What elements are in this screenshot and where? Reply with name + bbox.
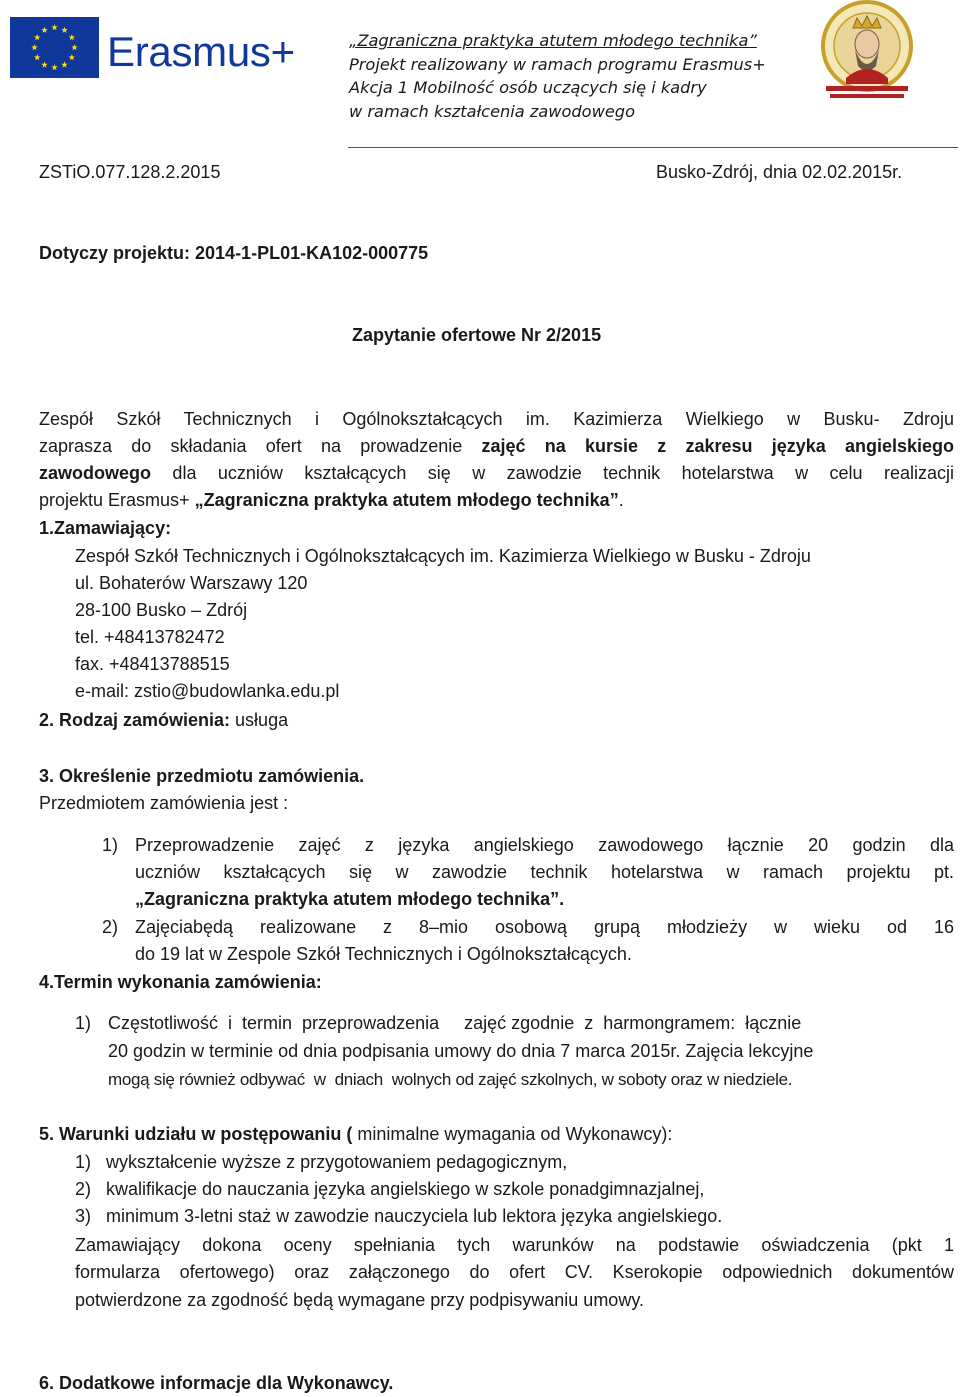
contractor-phone: tel. +48413782472	[75, 627, 225, 647]
contractor-name: Zespół Szkół Technicznych i Ogólnokształcących im. Kazimierza Wielkiego w Busku - Zdroju	[75, 546, 811, 566]
section-1-heading: 1.Zamawiający:	[39, 518, 172, 538]
star-icon	[61, 27, 67, 33]
list-marker: 1)	[102, 835, 119, 855]
intro-text-cont: dla uczniów kształcących się w zawodzie technik hotelarstwa w celu realizacji	[151, 463, 954, 483]
star-icon	[61, 61, 67, 67]
requirements-list	[75, 1149, 722, 1230]
section-4-heading: 4.Termin wykonania zamówienia:	[39, 972, 322, 992]
list-marker: 2)	[102, 917, 119, 937]
erasmus-logo-text: Erasmus+	[107, 28, 295, 75]
project-id-line: Dotyczy projektu: 2014-1-PL01-KA102-000775	[39, 243, 429, 263]
list-item: do 19 lat w Zespole Szkół Technicznych i Ogólnokształcących.	[135, 944, 632, 964]
list-item	[75, 1203, 722, 1230]
star-icon	[51, 64, 57, 70]
star-icon	[71, 44, 77, 50]
list-marker: 3)	[75, 1206, 92, 1226]
seal-emblem-icon	[808, 0, 926, 104]
list-marker: 2)	[75, 1179, 92, 1199]
list-marker: 1)	[75, 1152, 92, 1172]
contractor-city: 28-100 Busko – Zdrój	[75, 600, 248, 620]
section-5-heading-tail: minimalne wymagania od Wykonawcy):	[352, 1124, 673, 1144]
list-item-text: kwalifikacje do nauczania języka angielskiego w szkole ponadgimnazjalnej,	[106, 1179, 705, 1199]
reference-number: ZSTiO.077.128.2.2015	[39, 162, 221, 182]
school-seal-logo	[808, 0, 926, 104]
star-icon	[69, 54, 75, 60]
project-action-line: Akcja 1 Mobilność osób uczących się i kadry	[349, 78, 707, 97]
page-title: Zapytanie ofertowe Nr 2/2015	[352, 325, 602, 345]
list-item	[75, 1176, 722, 1203]
contractor-email: e-mail: zstio@budowlanka.edu.pl	[75, 681, 340, 701]
contractor-street: ul. Bohaterów Warszawy 120	[75, 573, 308, 593]
intro-course-bold-cont: zawodowego	[39, 463, 151, 483]
star-icon	[41, 27, 47, 33]
list-item: mogą się również odbywać w dniach wolnych od zajęć szkolnych, w soboty oraz w niedziele.	[108, 1070, 793, 1089]
intro-text: zaprasza do składania ofert na prowadzenie	[39, 436, 482, 456]
section-3-heading: 3. Określenie przedmiotu zamówienia.	[39, 766, 365, 786]
intro-line-1: Zespół Szkół Technicznych i Ogólnokształcących im. Kazimierza Wielkiego w Busku- Zdroju	[39, 409, 954, 429]
intro-project-prefix: projektu Erasmus+	[39, 490, 195, 510]
section-2-heading: 2. Rodzaj zamówienia:	[39, 710, 231, 730]
section-6-heading: 6. Dodatkowe informacje dla Wykonawcy.	[39, 1373, 394, 1393]
section-2	[39, 707, 288, 734]
list-item: uczniów kształcących się w zawodzie technik hotelarstwa w ramach projektu pt.	[135, 862, 954, 882]
section-5-heading	[39, 1121, 672, 1148]
project-title-line: „Zagraniczna praktyka atutem młodego technika”	[349, 31, 757, 50]
list-item-project-title: „Zagraniczna praktyka atutem młodego technika”.	[135, 889, 565, 909]
eu-flag-icon	[10, 17, 99, 78]
section-5-heading-bold: 5. Warunki udziału w postępowaniu (	[39, 1124, 353, 1144]
list-marker: 1)	[75, 1013, 92, 1033]
star-icon	[31, 44, 37, 50]
contractor-address	[75, 543, 811, 705]
intro-line-2	[39, 433, 954, 460]
eu-stars-icon	[10, 17, 99, 78]
list-item-text: wykształcenie wyższe z przygotowaniem pedagogicznym,	[106, 1152, 568, 1172]
list-item	[75, 1149, 722, 1176]
requirements-paragraph: potwierdzone za zgodność będą wymagane przy podpisywaniu umowy.	[75, 1290, 644, 1310]
header-divider	[348, 147, 958, 148]
star-icon	[51, 24, 57, 30]
star-icon	[41, 61, 47, 67]
star-icon	[34, 54, 40, 60]
list-item: Częstotliwość i termin przeprowadzenia zajęć zgodnie z harmongramem: łącznie	[108, 1013, 802, 1033]
intro-line-3	[39, 460, 954, 487]
place-date: Busko-Zdrój, dnia 02.02.2015r.	[656, 162, 903, 182]
requirements-paragraph: Zamawiający dokona oceny spełniania tych warunków na podstawie oświadczenia (pkt 1	[75, 1235, 954, 1255]
list-item: 20 godzin w terminie od dnia podpisania umowy do dnia 7 marca 2015r. Zajęcia lekcyjne	[108, 1041, 814, 1061]
list-item-text: minimum 3-letni staż w zawodzie nauczyciela lub lektora języka angielskiego.	[106, 1206, 723, 1226]
list-item: Przeprowadzenie zajęć z języka angielskiego zawodowego łącznie 20 godzin dla	[135, 835, 954, 855]
intro-project-title: „Zagraniczna praktyka atutem młodego technika”	[194, 490, 619, 510]
project-program-line: Projekt realizowany w ramach programu Erasmus+	[349, 54, 766, 74]
project-header	[349, 29, 766, 123]
star-icon	[34, 34, 40, 40]
star-icon	[69, 34, 75, 40]
requirements-paragraph: formularza ofertowego) oraz załączonego do ofert CV. Kserokopie odpowiednich dokumentów	[75, 1262, 954, 1282]
project-scope-line: w ramach kształcenia zawodowego	[349, 101, 635, 121]
intro-line-4	[39, 487, 624, 514]
contractor-fax: fax. +48413788515	[75, 654, 230, 674]
intro-period: .	[618, 490, 624, 510]
section-2-value: usługa	[230, 710, 289, 730]
list-item: Zajęciabędą realizowane z 8–mio osobową grupą młodzieży w wieku od 16	[135, 917, 954, 937]
section-3-lead: Przedmiotem zamówienia jest :	[39, 793, 289, 813]
intro-course-bold: zajęć na kursie z zakresu języka angielskiego	[481, 436, 954, 456]
